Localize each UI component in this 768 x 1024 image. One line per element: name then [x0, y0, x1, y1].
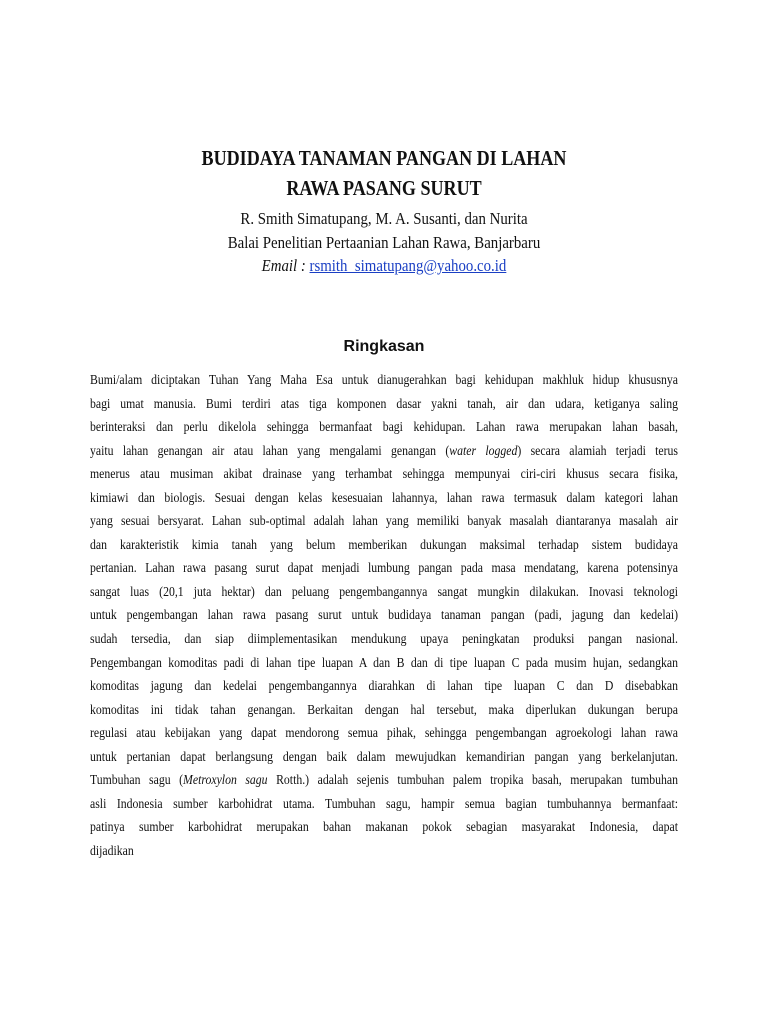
abstract-line: patinya sumber karbohidrat merupakan bahan makanan pokok sebagian masyarakat Indonesia, dapat	[90, 820, 678, 836]
abstract-body	[90, 369, 678, 863]
paper-title	[54, 143, 714, 203]
abstract-line: bagi umat manusia. Bumi terdiri atas tiga komponen dasar yakni tanah, air dan udara, ketiganya saling	[90, 396, 678, 412]
abstract-line: yang sesuai bersyarat. Lahan sub-optimal adalah lahan yang memiliki banyak masalah diantaranya masalah air	[90, 514, 678, 530]
line-text: Rotth.) adalah sejenis tumbuhan palem tropika basah, merupakan tumbuhan	[267, 773, 678, 789]
abstract-line: Bumi/alam diciptakan Tuhan Yang Maha Esa untuk dianugerahkan bagi kehidupan makhluk hidup khususnya	[90, 373, 678, 388]
abstract-line: dan karakteristik kimia tanah yang belum memberikan dukungan maksimal terhadap sistem budidaya	[90, 537, 678, 553]
abstract-line: untuk pengembangan lahan rawa pasang surut untuk budidaya tanaman pangan (padi, jagung dan kedelai)	[90, 608, 678, 624]
abstract-line: komoditas jagung dan kedelai pengembangannya diarahkan di lahan tipe luapan C dan D disebabkan	[90, 679, 678, 695]
line-text: ) secara alamiah terjadi terus	[517, 443, 678, 459]
abstract-line: Pengembangan komoditas padi di lahan tipe luapan A dan B dan di tipe luapan C pada musim hujan, sedangkan	[90, 655, 678, 671]
abstract-line	[90, 440, 678, 464]
section-heading: Ringkasan	[343, 338, 425, 355]
title-line-2: RAWA PASANG SURUT	[286, 176, 482, 200]
email-link[interactable]: rsmith_simatupang@yahoo.co.id	[309, 256, 507, 275]
author-list: R. Smith Simatupang, M. A. Susanti, dan Nurita	[240, 209, 528, 228]
line-text: Tumbuhan sagu (	[90, 773, 184, 789]
abstract-line: berinteraksi dan perlu dikelola sehingga bermanfaat bagi kehidupan. Lahan rawa merupakan lahan basah,	[90, 420, 678, 436]
abstract-line: kimiawi dan biologis. Sesuai dengan kelas kesesuaian lahannya, lahan rawa termasuk dalam kategori lahan	[90, 490, 678, 506]
abstract-line: menerus atau musiman akibat drainase yang terhambat sehingga mempunyai ciri-ciri khusus secara fisika,	[90, 467, 678, 483]
italic-term: water logged	[449, 443, 518, 459]
abstract-line: sudah tersedia, dan siap diimplementasikan mendukung upaya peningkatan produksi pangan nasional.	[90, 632, 678, 648]
abstract-line: pertanian. Lahan rawa pasang surut dapat menjadi lumbung pangan pada masa mendatang, karena potensinya	[90, 561, 678, 577]
italic-term: Metroxylon sagu	[183, 773, 268, 789]
line-text: yaitu lahan genangan air atau lahan yang mengalami genangan (	[90, 443, 450, 459]
abstract-line: untuk pertanian dapat berlangsung dengan baik dalam mewujudkan kemandirian pangan yang berkelanjutan.	[90, 749, 678, 765]
email-line	[38, 256, 729, 276]
abstract-line: sangat luas (20,1 juta hektar) dan peluang pengembangannya sangat mungkin dilakukan. Inovasi teknologi	[90, 584, 678, 600]
affiliation: Balai Penelitian Pertaanian Lahan Rawa, Banjarbaru	[227, 233, 541, 252]
abstract-line: komoditas ini tidak tahan genangan. Berkaitan dengan hal tersebut, maka diperlukan dukungan berupa	[90, 702, 678, 718]
abstract-line: regulasi atau kebijakan yang dapat mendorong semua pihak, sehingga pengembangan agroekologi lahan rawa	[90, 726, 678, 742]
abstract-line: dijadikan	[90, 843, 134, 859]
email-label: Email :	[261, 256, 306, 275]
title-line-1: BUDIDAYA TANAMAN PANGAN DI LAHAN	[201, 146, 567, 170]
abstract-line	[90, 769, 678, 793]
abstract-line: asli Indonesia sumber karbohidrat utama. Tumbuhan sagu, hampir semua bagian tumbuhannya bermanfaat:	[90, 796, 678, 812]
